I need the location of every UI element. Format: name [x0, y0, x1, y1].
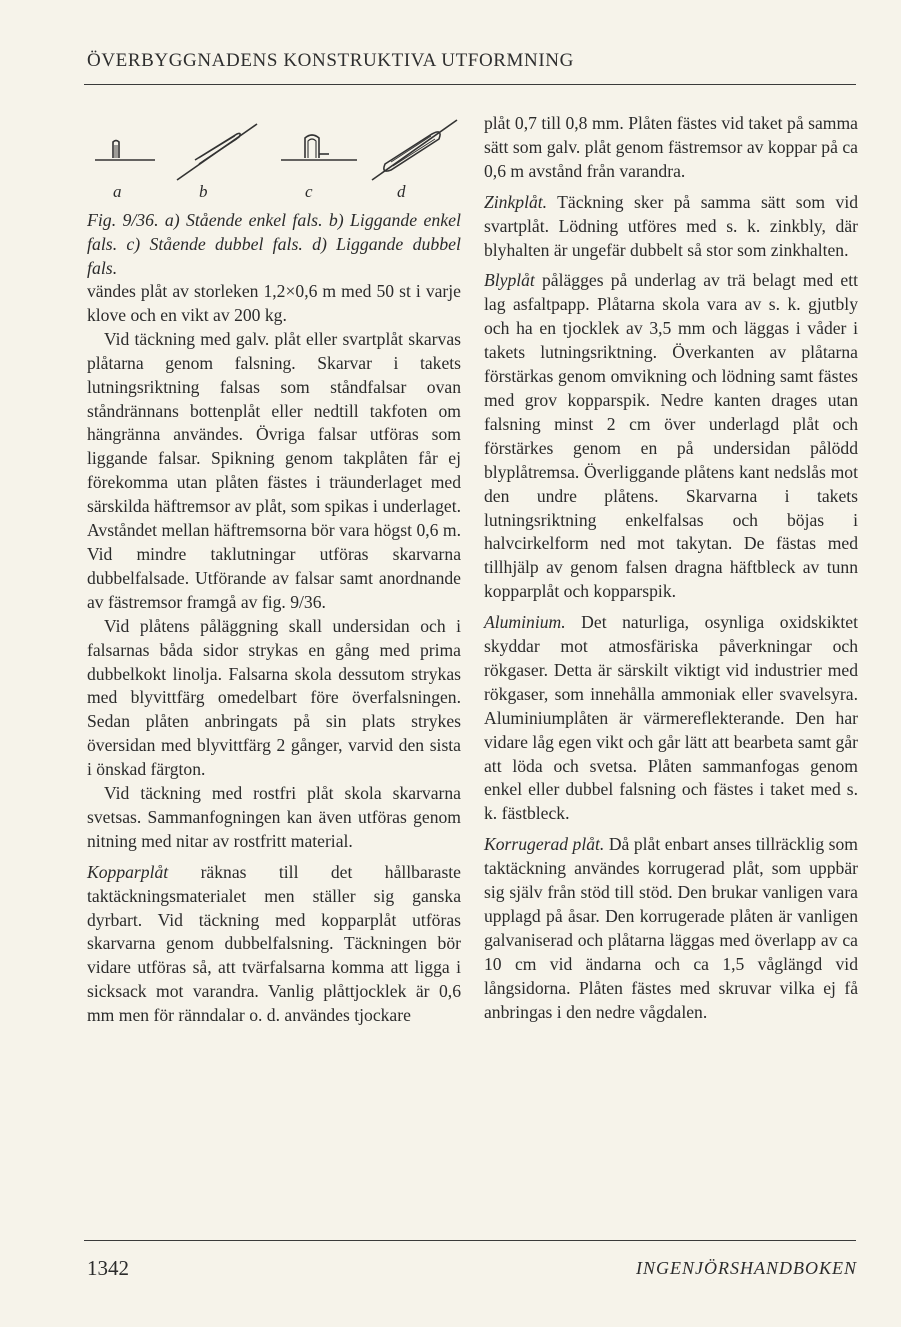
right-column — [484, 112, 858, 1025]
paragraph-lead-zinkplat: Zinkplåt. — [484, 191, 548, 212]
paragraph-lead-korrugerad: Korrugerad plåt. — [484, 834, 605, 855]
book-title: INGENJÖRSHANDBOKEN — [636, 1258, 857, 1278]
page-number: 1342 — [87, 1256, 129, 1280]
figure-9-36 — [87, 112, 461, 208]
paragraph — [484, 269, 858, 604]
paragraph-text: Det naturliga, osynliga oxidskiktet skyddar mot atmosfäriska påverkningar och rökgaser. Detta är särskilt viktigt vid industrier med rökgaser, som innehålla ammoniak eller svavelsyra. Aluminiumplåten är värmereflekterande. Den har vidare låg egen vikt och går lätt att bearbeta samt går att löda och svetsa. Plåten sammanfogas genom enkel eller dubbel falsning och fästes i taket med s. k. fästbleck. — [484, 612, 858, 824]
paragraph — [87, 328, 461, 615]
running-header: ÖVERBYGGNADENS KONSTRUKTIVA UTFORMNING — [87, 50, 574, 71]
fig-c-standing-double-seam — [281, 135, 357, 160]
figure-caption: Fig. 9/36. a) Stående enkel fals. b) Liggande enkel fals. c) Stående dubbel fals. d) Liggande dubbel fals. — [87, 210, 461, 278]
paragraph-text: pålägges på underlag av trä belagt med ett lag asfaltpapp. Plåtarna skola vara av s. k. gjutbly och ha en tjocklek av 3,5 mm och läggas i våder i takets lutningsriktning. Överkanten av plåtarna förstärkas genom omvikning och lödning samt fästes med grov kopparspik. Nedre kanten drages utan falsning minst 2 cm över underlagd plåt och förstärkes genom en på undersidan pålödd blyplåtremsa. Överliggande plåtens kant nedslås mot den undre plåtens. Skarvarna i takets lutningsriktning enkelfalsas och böjas i halvcirkelform ned mot takytan. De fästas med tillhjälp av genom falsen dragna häftbleck av tunn kopparplåt och kopparspik. — [484, 270, 858, 602]
paragraph-text: Då plåt enbart anses tillräcklig som taktäckning användes korrugerad plåt, som uppbär sig själv från stöd till stöd. Den brukar vanligen vara upplagd på åsar. Den korrugerade plåten är vanligen galvaniserad och plåtarna läggas med överlapp av ca 10 cm vid ändarna och ca 1,5 våglängd vid långsidorna. Plåten fästes med skruvar vilka ej få anbringas i den nedre vågdalen. — [484, 834, 858, 1022]
fig-b-lying-single-seam — [177, 124, 257, 180]
paragraph — [87, 615, 461, 782]
paragraph — [87, 782, 461, 854]
paragraph-lead-kopparplat: Kopparplåt — [87, 861, 169, 882]
paragraph — [484, 833, 858, 1024]
paragraph — [484, 611, 858, 826]
seam-illustrations — [87, 112, 461, 182]
paragraph — [87, 280, 461, 328]
paragraph-text: Vid täckning med rostfri plåt skola skarvarna svetsas. Sammanfogningen kan även utföras genom nitning med nitar av rostfritt material. — [87, 783, 461, 851]
paragraph-lead-blyplat: Blyplåt — [484, 270, 535, 291]
fig-d-lying-double-seam — [372, 120, 457, 180]
header-rule — [84, 84, 856, 85]
paragraph-lead-aluminium: Aluminium. — [484, 612, 566, 633]
paragraph-text: räknas till det hållbaraste taktäckningsmaterialet men ställer sig ganska dyrbart. Vid täckning med kopparplåt utföras skarvarna genom dubbelfalsning. Täckningen bör vidare utföras så, att tvärfalsarna komma att ligga i sicksack mot varandra. Vanlig plåttjocklek är 0,6 mm men för ränndalar o. d. användes tjockare — [87, 861, 461, 1026]
paragraph-text: Täckning sker på samma sätt som vid svartplåt. Lödning utföres med s. k. zinkbly, där blyhalten är ungefär dubbelt så stor som zinkhalten. — [484, 191, 858, 260]
fig-label-a: a — [113, 182, 122, 201]
figure-labels — [87, 180, 461, 202]
fig-label-c: c — [305, 182, 313, 201]
footer-rule — [84, 1240, 856, 1241]
left-column — [87, 112, 461, 1028]
fig-label-b: b — [199, 182, 208, 201]
paragraph-text: vändes plåt av storleken 1,2×0,6 m med 50 st i varje klove och en vikt av 200 kg. — [87, 281, 461, 325]
paragraph — [87, 861, 461, 1028]
paragraph — [484, 191, 858, 263]
paragraph-text: plåt 0,7 till 0,8 mm. Plåten fästes vid taket på samma sätt som galv. plåt genom fästremsor av koppar på ca 0,6 m avstånd från varandra. — [484, 113, 858, 181]
paragraph — [484, 112, 858, 184]
fig-a-standing-single-seam — [95, 141, 155, 161]
paragraph-text: Vid täckning med galv. plåt eller svartplåt skarvas plåtarna genom falsning. Skarvar i takets lutningsriktning falsas som ståndfalsar ovan ståndrännans bottenplåt eller nedtill takfoten om hängränna användes. Övriga falsar utföras som liggande falsar. Spikning genom takplåten får ej förekomma utan plåten fästes i träunderlaget med särskilda häftremsor av plåt, som spikas i underlaget. Avståndet mellan häftremsorna bör vara högst 0,6 m. Vid mindre taklutningar utföras skarvarna dubbelfalsade. Utförande av falsar samt anordnande av fästremsor framgå av fig. 9/36. — [87, 328, 461, 612]
fig-label-d: d — [397, 182, 406, 201]
paragraph-text: Vid plåtens påläggning skall undersidan och i falsarnas båda sidor strykas en gång med prima dubbelkokt linolja. Falsarna skola dessutom strykas med blyvittfärg omedelbart före överfalsningen. Sedan plåten anbringats på sin plats strykes översidan med blyvittfärg 2 gånger, varvid den sista i önskad färgton. — [87, 615, 461, 780]
